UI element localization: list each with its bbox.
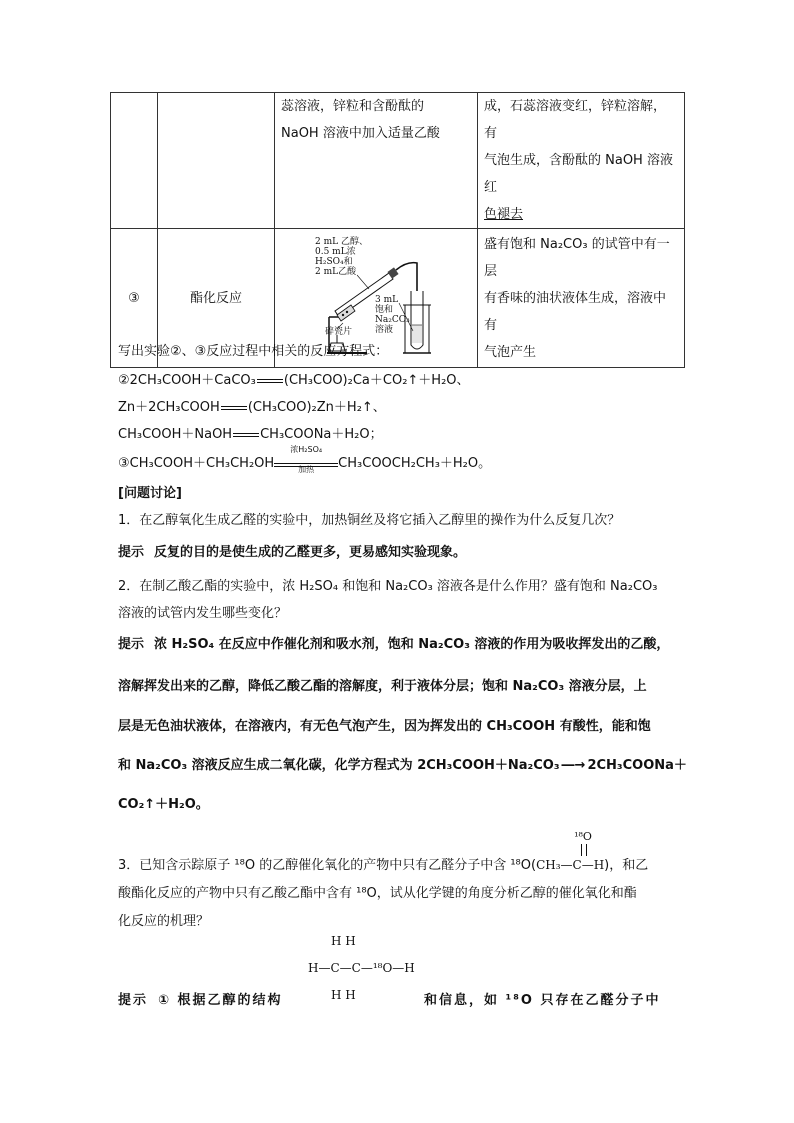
ethanol-structure-mid: H—C—C—¹⁸O—H	[308, 961, 415, 975]
hint-text: 溶解挥发出来的乙醇，降低乙酸乙酯的溶解度，利于液体分层；饱和 Na₂CO₃ 溶液分层，上	[118, 679, 647, 694]
equals-sign	[257, 379, 283, 383]
question-text: 1．在乙醇氧化生成乙醛的实验中，加热铜丝及将它插入乙醇里的操作为什么反复几次？	[118, 513, 621, 528]
row-number-cell: ③	[111, 229, 158, 368]
structure-chain: CH₃—C—H	[536, 858, 605, 872]
equation-left: ②2CH₃COOH＋CaCO₃	[118, 373, 256, 388]
result-text: 气泡产生	[484, 344, 537, 360]
acetaldehyde-structure	[536, 830, 605, 872]
hint-text: 层是无色油状液体，在溶液内，有无色气泡产生，因为挥发出的 CH₃COOH 有酸性，能和饱	[118, 719, 651, 734]
operation-text: NaOH 溶液中加入适量乙酸	[281, 126, 440, 141]
structure-oxygen: ¹⁸O	[574, 830, 592, 843]
question-text: )，和乙	[604, 858, 649, 873]
section-heading: [问题讨论]	[118, 486, 182, 501]
equation-left: Zn＋2CH₃COOH	[118, 400, 220, 415]
reagent-label: H₂SO₄和	[315, 257, 353, 267]
row-name-cell: 酯化反应	[158, 229, 275, 368]
receiver-label: 溶液	[375, 325, 394, 335]
condition-below: 加热	[298, 465, 315, 474]
reaction-arrow: ―→	[561, 758, 586, 773]
hint-label: 提示	[118, 545, 145, 560]
hint-text: 浓 H₂SO₄ 在反应中作催化剂和吸水剂，饱和 Na₂CO₃ 溶液的作用为吸收挥发出的乙酸，	[154, 637, 670, 652]
result-cell	[478, 229, 685, 368]
hint-text: CO₂↑＋H₂O。	[118, 797, 209, 812]
question-text: 溶液的试管内发生哪些变化？	[118, 606, 288, 621]
result-text: 气泡生成，含酚酞的 NaOH 溶液红	[484, 153, 673, 195]
result-text: 成，石蕊溶液变红，锌粒溶解，有	[484, 99, 667, 141]
result-cell	[478, 93, 685, 229]
question-text: 酸酯化反应的产物中只有乙酸乙酯中含有 ¹⁸O，试从化学键的角度分析乙醇的催化氧化和酯	[118, 886, 637, 901]
equation-left: CH₃COOH＋NaOH	[118, 427, 233, 442]
reaction-condition	[274, 445, 338, 474]
equation-line	[118, 369, 470, 388]
question-text: 2．在制乙酸乙酯的实验中，浓 H₂SO₄ 和饱和 Na₂CO₃ 溶液各是什么作用？盛有饱和 Na₂CO₃	[118, 579, 658, 594]
question-line	[118, 830, 649, 873]
equation-right: CH₃COONa＋H₂O；	[260, 427, 383, 442]
reagent-label: 0.5 mL浓	[315, 247, 356, 257]
condition-above: 浓H₂SO₄	[290, 445, 323, 454]
hint-text: 2CH₃COONa＋	[587, 758, 687, 773]
receiver-label: 3 mL	[375, 295, 399, 305]
equation-line	[118, 396, 386, 415]
result-text: 有香味的油状液体生成，溶液中有	[484, 290, 667, 333]
chips-label: 碎瓷片	[325, 327, 353, 337]
double-bond	[581, 844, 587, 856]
equals-sign	[221, 406, 247, 410]
equation-right: (CH₃COO)₂Zn＋H₂↑、	[247, 400, 386, 415]
operation-cell	[275, 93, 478, 229]
hint-text: 和 Na₂CO₃ 溶液反应生成二氧化碳，化学方程式为 2CH₃COOH＋Na₂CO₃	[118, 758, 560, 773]
question-text: 3．已知含示踪原子 ¹⁸O 的乙醇催化氧化的产物中只有乙醛分子中含 ¹⁸O(	[118, 858, 537, 873]
hint-line	[118, 633, 669, 652]
equation-right: (CH₃COO)₂Ca＋CO₂↑＋H₂O、	[283, 373, 470, 388]
equation-line	[118, 445, 492, 474]
result-text: 色褪去	[484, 207, 524, 222]
equation-left: ③CH₃COOH＋CH₃CH₂OH	[118, 456, 275, 471]
hint-line	[118, 754, 687, 773]
receiver-label: 饱和	[375, 305, 394, 315]
reagent-label: 2 mL乙酸	[315, 267, 357, 277]
hint-line	[118, 541, 466, 560]
ethanol-structure-bottom: H H	[331, 988, 356, 1002]
row-number-cell	[111, 93, 158, 229]
operation-text: 蕊溶液，锌粒和含酚酞的	[281, 99, 425, 114]
question-text: 化反应的机理？	[118, 914, 210, 929]
receiver-label: Na₂CO₃	[375, 315, 410, 325]
equations-intro: 写出实验②、③反应过程中相关的反应方程式：	[118, 344, 389, 359]
equation-line	[118, 423, 383, 442]
hint-text: 和信息，如 ¹⁸O 只存在乙醛分子中	[424, 993, 661, 1008]
experiment-table	[110, 92, 685, 368]
equals-sign	[233, 433, 259, 437]
hint-text: 反复的目的是使生成的乙醛更多，更易感知实验现象。	[154, 545, 467, 560]
hint-label: 提示	[118, 637, 145, 652]
hint-label: 提示	[118, 993, 149, 1008]
ethanol-structure-top: H H	[331, 934, 356, 948]
reagent-label: 2 mL 乙醇、	[315, 237, 368, 247]
hint-text: ① 根据乙醇的结构	[158, 993, 283, 1008]
row-name-cell	[158, 93, 275, 229]
result-text: 盛有饱和 Na₂CO₃ 的试管中有一层	[484, 236, 670, 279]
table-row	[111, 93, 685, 229]
equation-right: CH₃COOCH₂CH₃＋H₂O。	[338, 456, 492, 471]
hint-line	[118, 989, 283, 1008]
